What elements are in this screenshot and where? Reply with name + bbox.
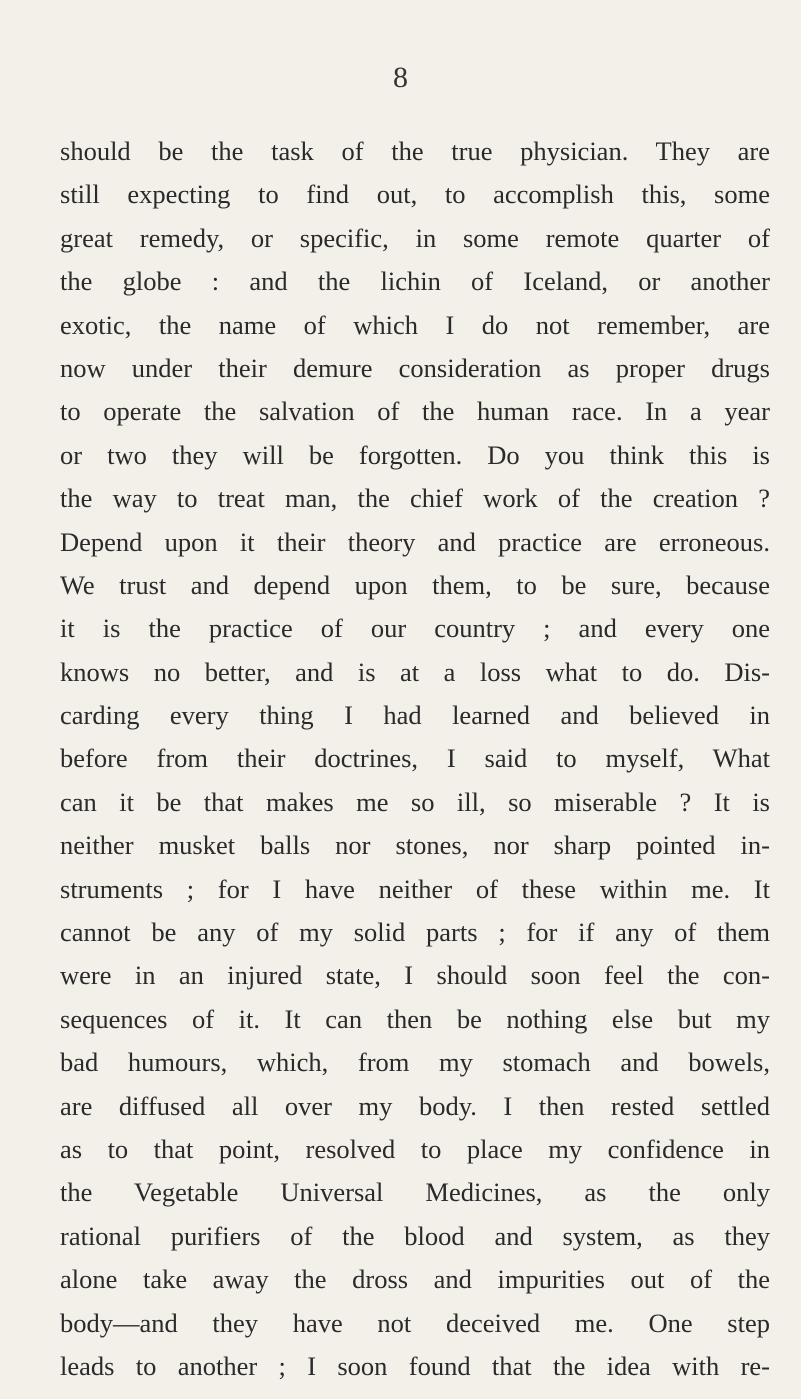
text-line: were in an injured state, I should soon feel the con-: [60, 960, 770, 991]
text-line: alone take away the dross and impurities out of the: [60, 1264, 770, 1295]
text-line: are diffused all over my body. I then rested settled: [60, 1090, 770, 1121]
text-line: now under their demure consideration as proper drugs: [60, 352, 770, 383]
text-line: as to that point, resolved to place my confidence in: [60, 1133, 770, 1164]
page-number: 8: [393, 61, 408, 94]
text-line: carding every thing I had learned and believed in: [60, 700, 770, 731]
text-line: sequences of it. It can then be nothing else but my: [60, 1003, 770, 1034]
text-line: body—and they have not deceived me. One step: [60, 1307, 770, 1338]
text-line: knows no better, and is at a loss what to do. Dis-: [60, 656, 770, 687]
text-line: the globe : and the lichin of Iceland, or another: [60, 266, 770, 297]
text-line: the way to treat man, the chief work of the creation ?: [60, 483, 770, 514]
text-line: Depend upon it their theory and practice are erroneous.: [60, 526, 770, 557]
text-line: can it be that makes me so ill, so miserable ? It is: [60, 786, 770, 817]
text-line: great remedy, or specific, in some remote quarter of: [60, 222, 770, 253]
text-line: rational purifiers of the blood and system, as they: [60, 1220, 770, 1251]
text-line: bad humours, which, from my stomach and bowels,: [60, 1047, 770, 1078]
text-line: the Vegetable Universal Medicines, as the only: [60, 1177, 770, 1208]
text-line: or two they will be forgotten. Do you think this is: [60, 439, 770, 470]
text-line: it is the practice of our country ; and every one: [60, 613, 770, 644]
text-line: struments ; for I have neither of these within me. It: [60, 873, 770, 904]
text-line: leads to another ; I soon found that the idea with re-: [60, 1350, 770, 1381]
text-line: cannot be any of my solid parts ; for if any of them: [60, 917, 770, 948]
text-line: still expecting to find out, to accomplish this, some: [60, 179, 770, 210]
body-text: [60, 130, 770, 1388]
text-line: before from their doctrines, I said to myself, What: [60, 743, 770, 774]
text-line: exotic, the name of which I do not remember, are: [60, 309, 770, 340]
text-line: We trust and depend upon them, to be sure, because: [60, 569, 770, 600]
text-line: should be the task of the true physician. They are: [60, 136, 770, 166]
text-line: neither musket balls nor stones, nor sharp pointed in-: [60, 830, 770, 861]
text-line: to operate the salvation of the human race. In a year: [60, 396, 770, 427]
